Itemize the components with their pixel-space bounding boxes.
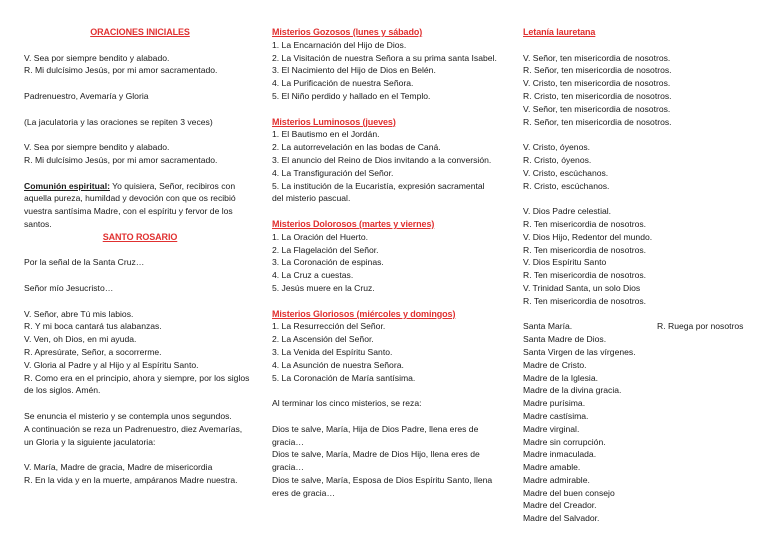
- senal-line: Por la señal de la Santa Cruz…: [24, 257, 145, 268]
- misterio-item: del misterio pascual.: [272, 193, 351, 204]
- text-line: A continuación se reza un Padrenuestro, diez Avemarías,: [24, 423, 243, 434]
- text-line: de los siglos. Amén.: [24, 385, 101, 396]
- text-line: Dios te salve, María, Esposa de Dios Espíritu Santo, llena: [272, 474, 493, 485]
- text-line: R. Cristo, ten misericordia de nosotros.: [523, 90, 672, 101]
- santa-maria: Santa María.: [523, 321, 573, 332]
- text-line: V. Trinidad Santa, un solo Dios: [523, 282, 641, 293]
- text-line: V. Ven, oh Dios, en mi ayuda.: [24, 334, 137, 345]
- column-oraciones-iniciales: [24, 26, 256, 487]
- text-line: R. Apresúrate, Señor, a socorrerme.: [24, 346, 162, 357]
- oraciones-iniciales-title: ORACIONES INICIALES: [90, 27, 190, 37]
- invocacion-item: Madre de la divina gracia.: [523, 385, 622, 396]
- misterio-item: 2. La autorrevelación en las bodas de Caná.: [272, 142, 441, 153]
- misterio-item: 1. La Encarnación del Hijo de Dios.: [272, 39, 407, 50]
- text-line: Dios te salve, María, Hija de Dios Padre, llena eres de: [272, 423, 479, 434]
- invocacion-item: Madre purísima.: [523, 398, 586, 409]
- text-line: V. Señor, ten misericordia de nosotros.: [523, 52, 671, 63]
- text-line: R. Cristo, óyenos.: [523, 154, 592, 165]
- invocacion-item: Madre del buen consejo: [523, 487, 615, 498]
- invocacion-item: Santa Madre de Dios.: [523, 334, 607, 345]
- ruega-response: R. Ruega por nosotros: [657, 321, 744, 332]
- misterios-luminosos-title: Misterios Luminosos (jueves): [272, 116, 396, 127]
- text-line: Dios te salve, María, Madre de Dios Hijo, llena eres de: [272, 449, 480, 460]
- santa-maria-line: [523, 320, 763, 333]
- text-line: V. Dios Espíritu Santo: [523, 257, 607, 268]
- text-line: V. Señor, ten misericordia de nosotros.: [523, 103, 671, 114]
- misterio-item: 2. La Visitación de nuestra Señora a su prima santa Isabel.: [272, 52, 497, 63]
- text-line: R. Ten misericordia de nosotros.: [523, 295, 647, 306]
- comunion-line: [24, 180, 256, 193]
- text-line: R. En la vida y en la muerte, ampáranos Madre nuestra.: [24, 474, 238, 485]
- text-line: R. Señor, ten misericordia de nosotros.: [523, 65, 672, 76]
- invocacion-item: Madre admirable.: [523, 474, 590, 485]
- misterio-item: 5. Jesús muere en la Cruz.: [272, 282, 375, 293]
- text-line: R. Ten misericordia de nosotros.: [523, 218, 647, 229]
- text-line: V. María, Madre de gracia, Madre de misericordia: [24, 462, 213, 473]
- text-line: R. Como era en el principio, ahora y siempre, por los siglos: [24, 372, 250, 383]
- invocacion-item: Madre amable.: [523, 462, 581, 473]
- invocacion-item: Madre inmaculada.: [523, 449, 597, 460]
- misterio-item: 5. La institución de la Eucaristía, expresión sacramental: [272, 180, 485, 191]
- jaculatoria-note: (La jaculatoria y las oraciones se repiten 3 veces): [24, 116, 213, 127]
- misterios-gloriosos-title: Misterios Gloriosos (miércoles y domingos): [272, 308, 456, 319]
- terminar-line: Al terminar los cinco misterios, se reza:: [272, 398, 422, 409]
- invocacion-item: Madre de Cristo.: [523, 359, 587, 370]
- invocacion-item: Santa Virgen de las vírgenes.: [523, 346, 636, 357]
- misterio-item: 4. La Purificación de nuestra Señora.: [272, 78, 414, 89]
- text-line: V. Cristo, ten misericordia de nosotros.: [523, 78, 671, 89]
- text-line: V. Gloria al Padre y al Hijo y al Espíritu Santo.: [24, 359, 199, 370]
- misterio-item: 1. La Oración del Huerto.: [272, 231, 369, 242]
- text-line: R. Cristo, escúchanos.: [523, 180, 610, 191]
- misterio-item: 3. La Venida del Espíritu Santo.: [272, 346, 393, 357]
- comunion-text: Yo quisiera, Señor, recibiros con: [109, 180, 236, 191]
- misterio-item: 3. El Nacimiento del Hijo de Dios en Belén.: [272, 65, 436, 76]
- invocacion-item: Madre de la Iglesia.: [523, 372, 598, 383]
- invocacion-item: Madre virginal.: [523, 423, 580, 434]
- text-line: V. Señor, abre Tú mis labios.: [24, 308, 134, 319]
- text-line: V. Sea por siempre bendito y alabado.: [24, 142, 170, 153]
- text-line: V. Cristo, escúchanos.: [523, 167, 609, 178]
- text-line: R. Y mi boca cantará tus alabanzas.: [24, 321, 162, 332]
- invocacion-item: Madre del Creador.: [523, 500, 597, 511]
- misterio-item: 4. La Asunción de nuestra Señora.: [272, 359, 404, 370]
- misterio-item: 4. La Transfiguración del Señor.: [272, 167, 394, 178]
- misterio-item: 2. La Ascensión del Señor.: [272, 334, 374, 345]
- misterio-item: 3. El anuncio del Reino de Dios invitando a la conversión.: [272, 154, 492, 165]
- column-misterios: [272, 26, 512, 499]
- invocacion-item: Madre castísima.: [523, 410, 589, 421]
- misterio-item: 3. La Coronación de espinas.: [272, 257, 384, 268]
- invocacion-item: Madre sin corrupción.: [523, 436, 606, 447]
- text-line: un Gloria y la siguiente jaculatoria:: [24, 436, 156, 447]
- text-line: R. Mi dulcísimo Jesús, por mi amor sacramentado.: [24, 154, 218, 165]
- text-line: vuestra santísima Madre, con el espíritu y fervor de los: [24, 206, 233, 217]
- text-line: santos.: [24, 218, 52, 229]
- padrenuestro-line: Padrenuestro, Avemaría y Gloria: [24, 90, 149, 101]
- text-line: R. Mi dulcísimo Jesús, por mi amor sacramentado.: [24, 65, 218, 76]
- text-line: V. Cristo, óyenos.: [523, 142, 591, 153]
- santo-rosario-title: SANTO ROSARIO: [102, 231, 178, 242]
- letania-title: Letanía lauretana: [523, 27, 596, 37]
- column-letania: [523, 26, 763, 525]
- text-line: V. Dios Padre celestial.: [523, 206, 612, 217]
- misterio-item: 1. El Bautismo en el Jordán.: [272, 129, 380, 140]
- comunion-label: Comunión espiritual:: [24, 180, 110, 191]
- text-line: R. Ten misericordia de nosotros.: [523, 244, 647, 255]
- misterio-item: 1. La Resurrección del Señor.: [272, 321, 386, 332]
- text-line: R. Señor, ten misericordia de nosotros.: [523, 116, 672, 127]
- text-line: aquella pureza, humildad y devoción con que os recibió: [24, 193, 236, 204]
- text-line: gracia…: [272, 436, 304, 447]
- text-line: V. Sea por siempre bendito y alabado.: [24, 52, 170, 63]
- misterios-dolorosos-title: Misterios Dolorosos (martes y viernes): [272, 218, 435, 229]
- senor-line: Señor mío Jesucristo…: [24, 282, 114, 293]
- text-line: eres de gracia…: [272, 487, 336, 498]
- text-line: R. Ten misericordia de nosotros.: [523, 270, 647, 281]
- misterios-gozosos-title: Misterios Gozosos (lunes y sábado): [272, 27, 423, 37]
- misterio-item: 2. La Flagelación del Señor.: [272, 244, 379, 255]
- misterio-item: 4. La Cruz a cuestas.: [272, 270, 354, 281]
- misterio-item: 5. El Niño perdido y hallado en el Templo.: [272, 90, 431, 101]
- misterio-item: 5. La Coronación de María santísima.: [272, 372, 416, 383]
- invocacion-item: Madre del Salvador.: [523, 513, 600, 524]
- text-line: gracia…: [272, 462, 304, 473]
- text-line: V. Dios Hijo, Redentor del mundo.: [523, 231, 653, 242]
- text-line: Se enuncia el misterio y se contempla unos segundos.: [24, 410, 232, 421]
